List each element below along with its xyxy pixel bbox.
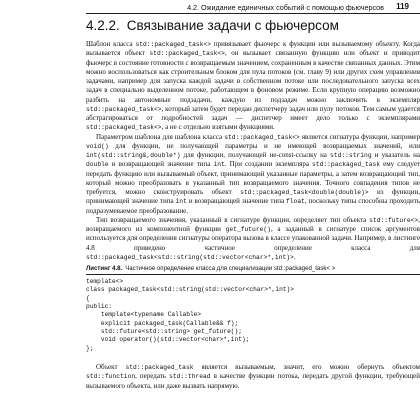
listing-caption [86, 265, 420, 273]
code-line: std::future<std::string> get_future(); [86, 328, 242, 336]
inline-code: std::packaged_task [125, 364, 194, 372]
inline-code: double [86, 161, 109, 169]
text-run: , который затем будет передан диспетчеру задач или пулу потоков. Тем самым удается абстрагироваться от подробностей задач — диспетчер имеет дело только с экземплярами [86, 104, 420, 122]
code-listing [86, 278, 420, 353]
text-run: из функции, принимающей значение типа [86, 188, 420, 206]
text-run: Параметром шаблона для шаблона класса [96, 132, 225, 141]
text-run: . При создании экземпляра [224, 160, 313, 169]
text-run: и возвращающей значение типа [186, 197, 287, 206]
section-number: 4.2.2. [86, 18, 120, 33]
code-line: template<typename Callable> [86, 311, 202, 319]
inline-code: float [286, 198, 305, 206]
page-number: 119 [396, 2, 409, 11]
listing-rule [86, 274, 420, 275]
inline-code: std::packaged_task<double(double)> [240, 189, 369, 196]
code-line: class packaged_task<std::string(std::vector<char>*,int)> [86, 286, 294, 294]
inline-code: get_future() [225, 226, 271, 233]
inline-code: std::packaged_task<> [86, 105, 162, 113]
text-run: привязывает фьючерс к функции или вызываемому объекту. Когда вызывается объект [86, 40, 420, 58]
inline-code: std::function [86, 373, 136, 381]
text-run: ему следует передать функцию или вызываемый объект, принимающий указанные параметры, а затем возвращающий тип, который можно преобразовать в указанный тип возвращаемого значения. Точного совпадения типов не требуется, можно сконструировать объект [86, 160, 420, 196]
body-paragraph [86, 363, 420, 391]
code-line: void operator()(std::vector<char>*,int); [86, 336, 250, 344]
text-run: , возвращаемого из компонентной функции [86, 215, 420, 233]
code-line: { [86, 294, 90, 302]
inline-code: std::future<> [369, 216, 419, 224]
text-run: , а не с отдельно взятыми функциями. [161, 123, 275, 132]
running-head: 4.2. Ожидание единичных событий с помощью фьючерсов [187, 3, 384, 12]
header-rule [86, 13, 420, 14]
text-run: в качестве функции потока, передать другой функции, требующей вызываемого объекта, или даже вызвать напрямую. [86, 372, 420, 390]
text-run: , он вызывает связанную функцию или объект и приводит фьючерс в состояние готовности с возвращаемым значением, сохраненным в качестве связанных данных. Этим можно воспользоваться как строительным блоком для пула потоков (см. главу 9) или других схем управления задачами, например для запуска каждой задачи в собственном потоке или последовательного запуска всех задач в специально выделенном потоке, работающем в фоновом режиме. Если крупную операцию возможно разбить на автономные подзадачи, каждую из подзадач можно заключить в экземпляр [86, 49, 420, 104]
inline-code: void() [86, 142, 109, 150]
code-line: public: [86, 303, 112, 311]
text-run: и указатель на [371, 151, 420, 159]
text-run: , передать [135, 372, 170, 381]
inline-code: std::packaged_task<> [149, 50, 225, 58]
inline-code: int [175, 198, 187, 206]
page-header [0, 0, 420, 14]
inline-code: std::string [330, 152, 372, 159]
text-run: и возвращающей значение типа [108, 160, 214, 169]
text-run: является вызываемым, значит, его можно обернуть объектом [193, 363, 420, 372]
text-run: Шаблон класса [86, 40, 136, 48]
text-run: . [293, 252, 296, 261]
text-run: Объект [96, 363, 126, 372]
text-run: для функции, не получающей параметры и не имеющей возвращаемых значений, или [108, 141, 420, 150]
inline-code: int [213, 161, 225, 169]
code-line: }; [86, 344, 94, 352]
body-paragraph [86, 216, 420, 262]
code-line: template<> [86, 278, 124, 285]
section-title: Связывание задачи с фьючерсом [126, 18, 339, 33]
listing-label: Листинг 4.8. [86, 265, 123, 272]
text-run: для функции, получающей не-const-ссылку на [180, 151, 331, 159]
text-run: является сигнатура функции, например [299, 132, 420, 141]
inline-code: std::packaged_task<> [86, 124, 162, 132]
section-heading [86, 18, 420, 34]
inline-code: std::packaged_task<> [135, 41, 212, 48]
inline-code: std::packaged_task<> [224, 133, 300, 141]
listing-caption-text: Частичное определение класса для специализации std::packaged_task< > [125, 265, 336, 272]
inline-code: std::packaged_task [312, 161, 381, 169]
inline-code: std::packaged_task<std::string(std::vector<char>*,int)> [86, 253, 294, 261]
body-paragraph [86, 133, 420, 216]
page-body [86, 40, 420, 391]
text-run: , поскольку типы способны проходить подразумеваемое преобразование. [86, 197, 420, 215]
text-run: , а заданный в сигнатуре список аргументов используется для определения сигнатуры оператора вызова в классе упакованной задачи. Например, в листинге 4.8 приведено частичное определение класса для [86, 225, 420, 252]
body-paragraph [86, 40, 420, 133]
text-run: Тип возвращаемого значения, указанный в сигнатуре функции, определяет тип объекта [96, 215, 370, 224]
code-line: explicit packaged_task(Callable&& f); [86, 319, 239, 327]
inline-code: std::thread [169, 373, 211, 381]
inline-code: int(std::string&,double*) [86, 152, 181, 159]
